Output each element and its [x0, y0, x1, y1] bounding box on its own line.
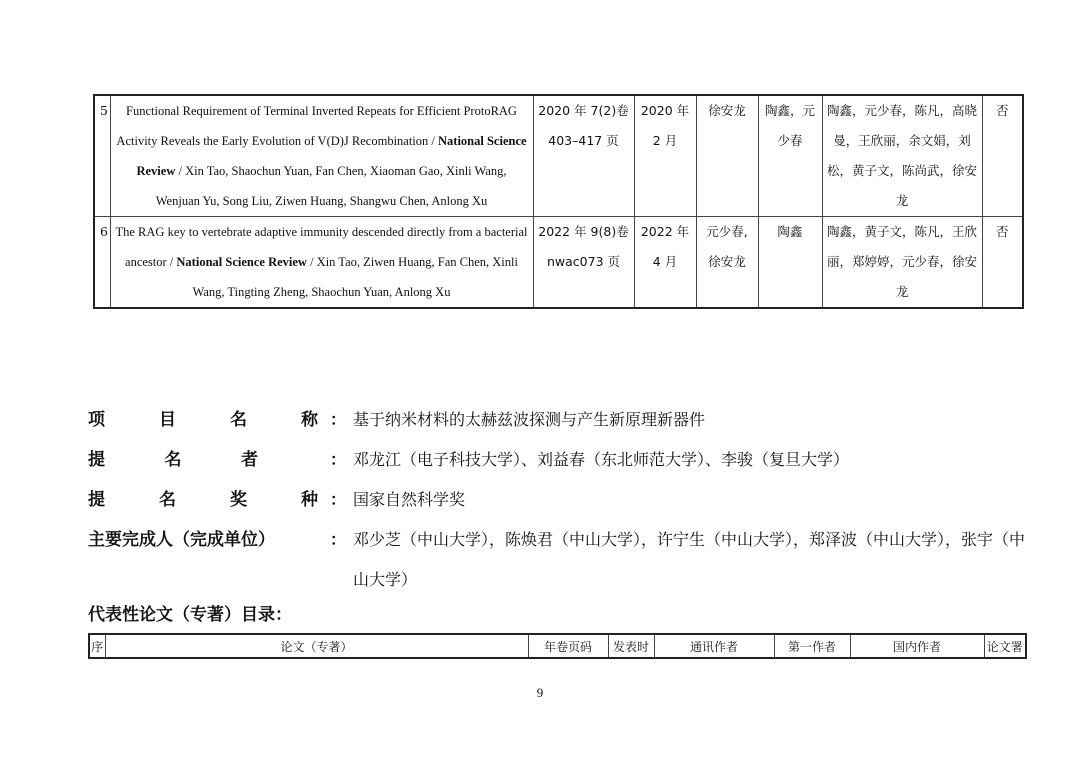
- paper-title: The RAG key to vertebrate adaptive immunity descended directly from a bacterial ancestor /: [115, 225, 528, 269]
- paper-citation: [110, 217, 533, 309]
- journal-name: National Science Review: [136, 134, 527, 178]
- journal-name: National Science Review: [176, 255, 307, 269]
- header-corresponding: 通讯作者: [654, 634, 774, 658]
- colon: ：: [329, 530, 346, 549]
- project-name-row: [88, 400, 1038, 440]
- header-volume-pages: 年卷页码: [528, 634, 608, 658]
- header-domestic: 国内作者: [850, 634, 984, 658]
- domestic-authors: 陶鑫，黄子文，陈凡，王欣丽，郑婷婷，元少春，徐安龙: [822, 217, 982, 309]
- project-name-label: 项 目 名 称: [88, 410, 318, 430]
- completers-row: [88, 520, 1038, 600]
- volume-pages: 2020 年 7(2)卷 403–417 页: [533, 95, 634, 217]
- pub-date: 2020 年 2 月: [634, 95, 696, 217]
- colon: ：: [329, 410, 346, 429]
- project-name-value: 基于纳米材料的太赫兹波探测与产生新原理新器件: [353, 410, 706, 429]
- award-value: 国家自然科学奖: [353, 490, 466, 509]
- nominator-label: 提 名 者: [88, 450, 258, 470]
- paper-index: 6: [94, 217, 110, 309]
- award-label: 提 名 奖 种: [88, 490, 318, 510]
- colon: ：: [329, 490, 346, 509]
- header-pub-date: 发表时: [608, 634, 654, 658]
- volume-pages: 2022 年 9(8)卷 nwac073 页: [533, 217, 634, 309]
- paper-citation: [110, 95, 533, 217]
- first-author: 陶鑫: [758, 217, 822, 309]
- paper-authors: / Xin Tao, Shaochun Yuan, Fan Chen, Xiaoman Gao, Xinli Wang, Wenjuan Yu, Song Liu, Ziwen Huang, Shangwu Chen, Anlong Xu: [155, 164, 507, 208]
- colon: ：: [329, 450, 346, 469]
- nominator-row: [88, 440, 1038, 480]
- table-row: [94, 217, 1023, 309]
- paper-index: 5: [94, 95, 110, 217]
- cited-status: 否: [982, 95, 1023, 217]
- project-info: [88, 400, 1038, 600]
- page-number: 9: [536, 685, 544, 700]
- first-author: 陶鑫，元少春: [758, 95, 822, 217]
- table-row: [94, 95, 1023, 217]
- pub-date: 2022 年 4 月: [634, 217, 696, 309]
- cited-status: 否: [982, 217, 1023, 309]
- representative-papers-heading: 代表性论文（专著）目录：: [88, 605, 292, 625]
- domestic-authors: 陶鑫，元少春，陈凡，高晓曼，王欣丽，余文娟，刘松，黄子文，陈尚武，徐安龙: [822, 95, 982, 217]
- completers-label: 主要完成人（完成单位）: [88, 530, 275, 550]
- table-header-row: [89, 634, 1026, 658]
- paper-authors: / Xin Tao, Ziwen Huang, Fan Chen, Xinli Wang, Tingting Zheng, Shaochun Yuan, Anlong Xu: [192, 255, 518, 299]
- nominator-value: 邓龙江（电子科技大学）、刘益春（东北师范大学）、李骏（复旦大学）: [353, 450, 850, 469]
- corresponding-author: 元少春,徐安龙: [696, 217, 758, 309]
- header-cited: 论文署: [984, 634, 1026, 658]
- header-index: 序: [89, 634, 105, 658]
- papers-header-table: [88, 633, 1027, 659]
- completers-value: 邓少芝（中山大学），陈焕君（中山大学），许宁生（中山大学），郑泽波（中山大学），张宇（中山大学）: [353, 530, 1026, 589]
- header-paper: 论文（专著）: [105, 634, 528, 658]
- header-first-author: 第一作者: [774, 634, 850, 658]
- award-row: [88, 480, 1038, 520]
- paper-title: Functional Requirement of Terminal Inverted Repeats for Efficient ProtoRAG Activity Reveals the Early Evolution of V(D)J Recombination /: [116, 104, 517, 148]
- papers-table: [93, 94, 1024, 309]
- corresponding-author: 徐安龙: [696, 95, 758, 217]
